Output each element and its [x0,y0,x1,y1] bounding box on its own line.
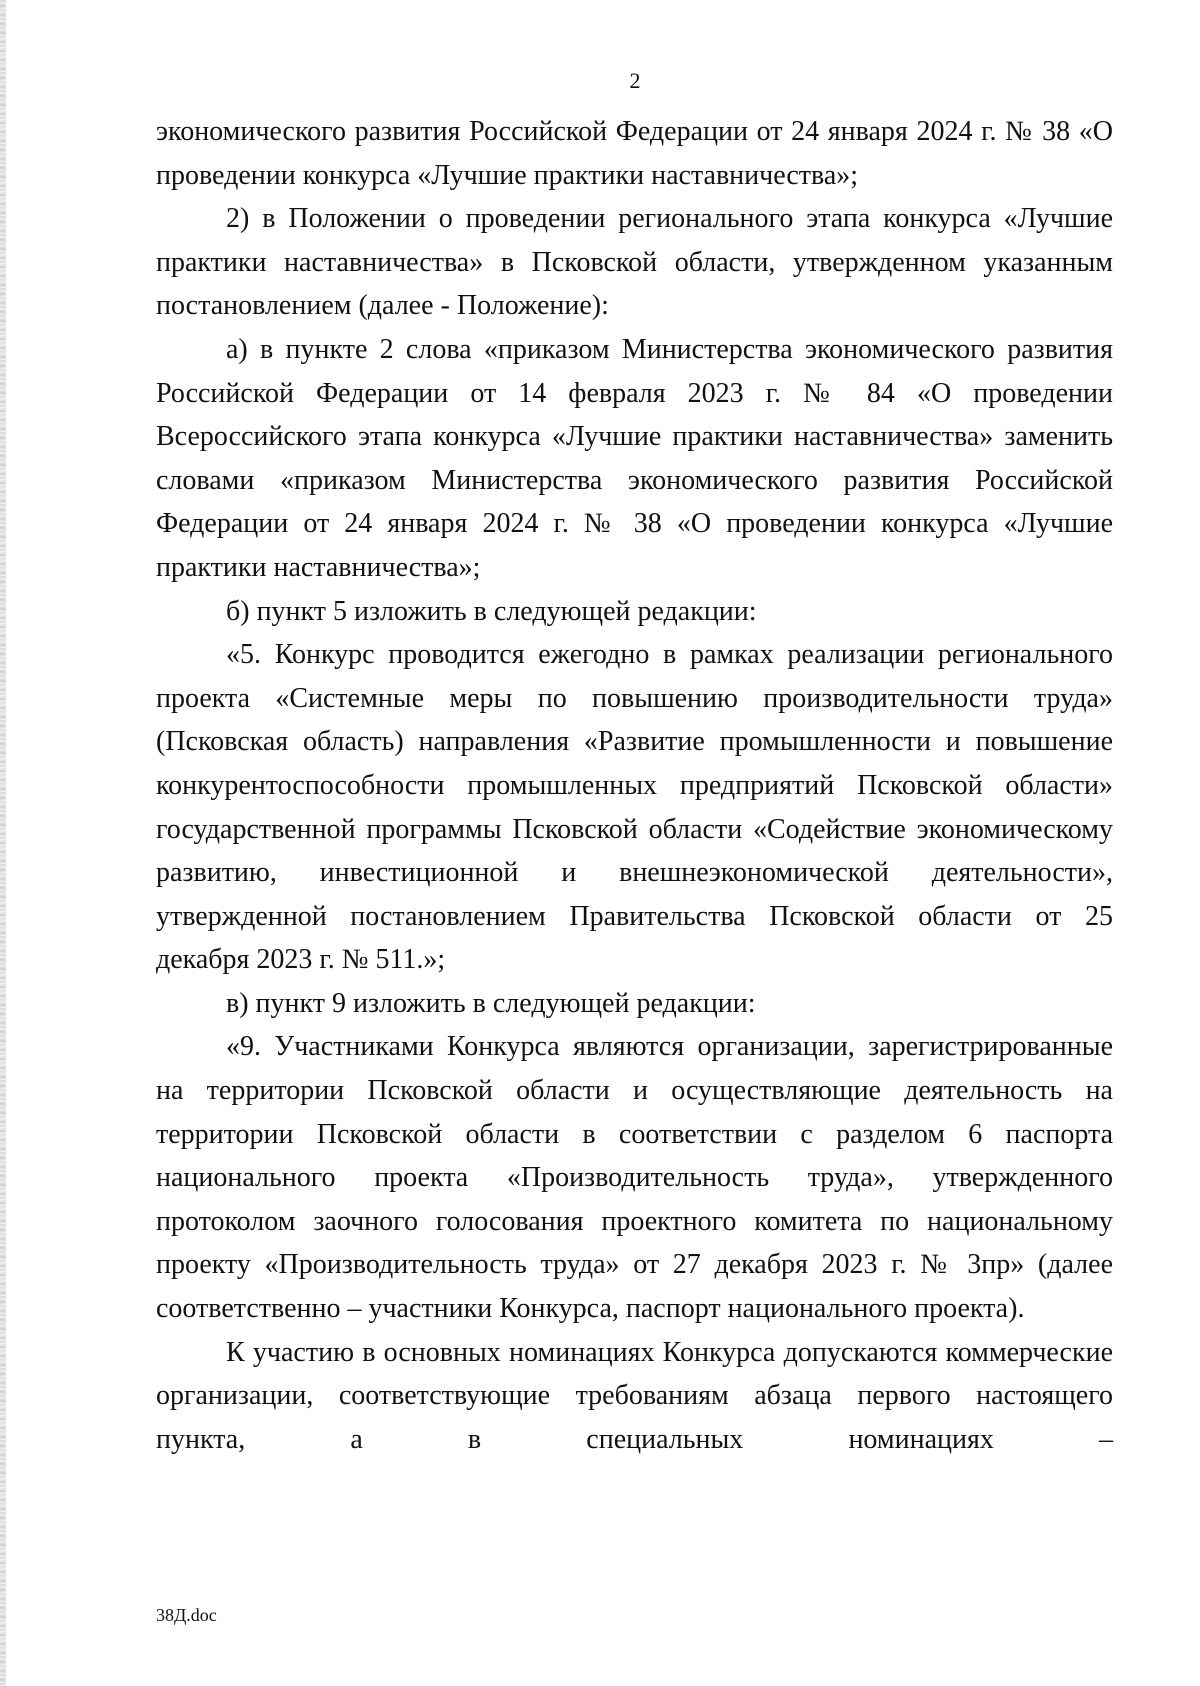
scan-edge [0,0,6,1686]
paragraph-point-9: «9. Участниками Конкурса являются организации, зарегистрированные на территории Псковской области и осуществляющие деятельность на территории Псковской области в соответствии с разделом 6 паспорта национального проекта «Производительность труда», утвержденного протоколом заочного голосования проектного комитета по национальному проекту «Производительность труда» от 27 декабря 2023 г. № 3пр» (далее соответственно – участники Конкурса, паспорт национального проекта). [156,1031,1113,1325]
paragraph-subitem-v: в) пункт 9 изложить в следующей редакции: [226,987,756,1019]
paragraph-subitem-b: б) пункт 5 изложить в следующей редакции: [226,595,757,627]
page-number: 2 [629,68,641,93]
paragraph-point-5: «5. Конкурс проводится ежегодно в рамках реализации регионального проекта «Системные меры по повышению производительности труда» (Псковская область) направления «Развитие промышленности и повышение конкурентоспособности промышленных предприятий Псковской области» государственной программы Псковской области «Содействие экономическому развитию, инвестиционной и внешнеэкономической деятельности», утвержденной постановлением Правительства Псковской области от 25 декабря 2023 г. № 511.»; [156,639,1113,976]
document-body [156,110,1113,1461]
paragraph-item-2: 2) в Положении о проведении регионального этапа конкурса «Лучшие практики наставничества» в Псковской области, утвержденном указанным постановлением (далее - Положение): [156,203,1113,322]
footer-file-name: 38Д.doc [156,1605,217,1625]
paragraph-subitem-a: а) в пункте 2 слова «приказом Министерства экономического развития Российской Федерации от 14 февраля 2023 г. № 84 «О проведении Всероссийского этапа конкурса «Лучшие практики наставничества» заменить словами «приказом Министерства экономического развития Российской Федерации от 24 января 2024 г. № 38 «О проведении конкурса «Лучшие практики наставничества»; [156,333,1113,583]
paragraph-continuation: экономического развития Российской Федерации от 24 января 2024 г. № 38 «О проведении конкурса «Лучшие практики наставничества»; [156,116,1113,191]
paragraph-participation: К участию в основных номинациях Конкурса допускаются коммерческие организации, соответствующие требованиям абзаца первого настоящего пункта, а в специальных номинациях – [156,1336,1113,1455]
